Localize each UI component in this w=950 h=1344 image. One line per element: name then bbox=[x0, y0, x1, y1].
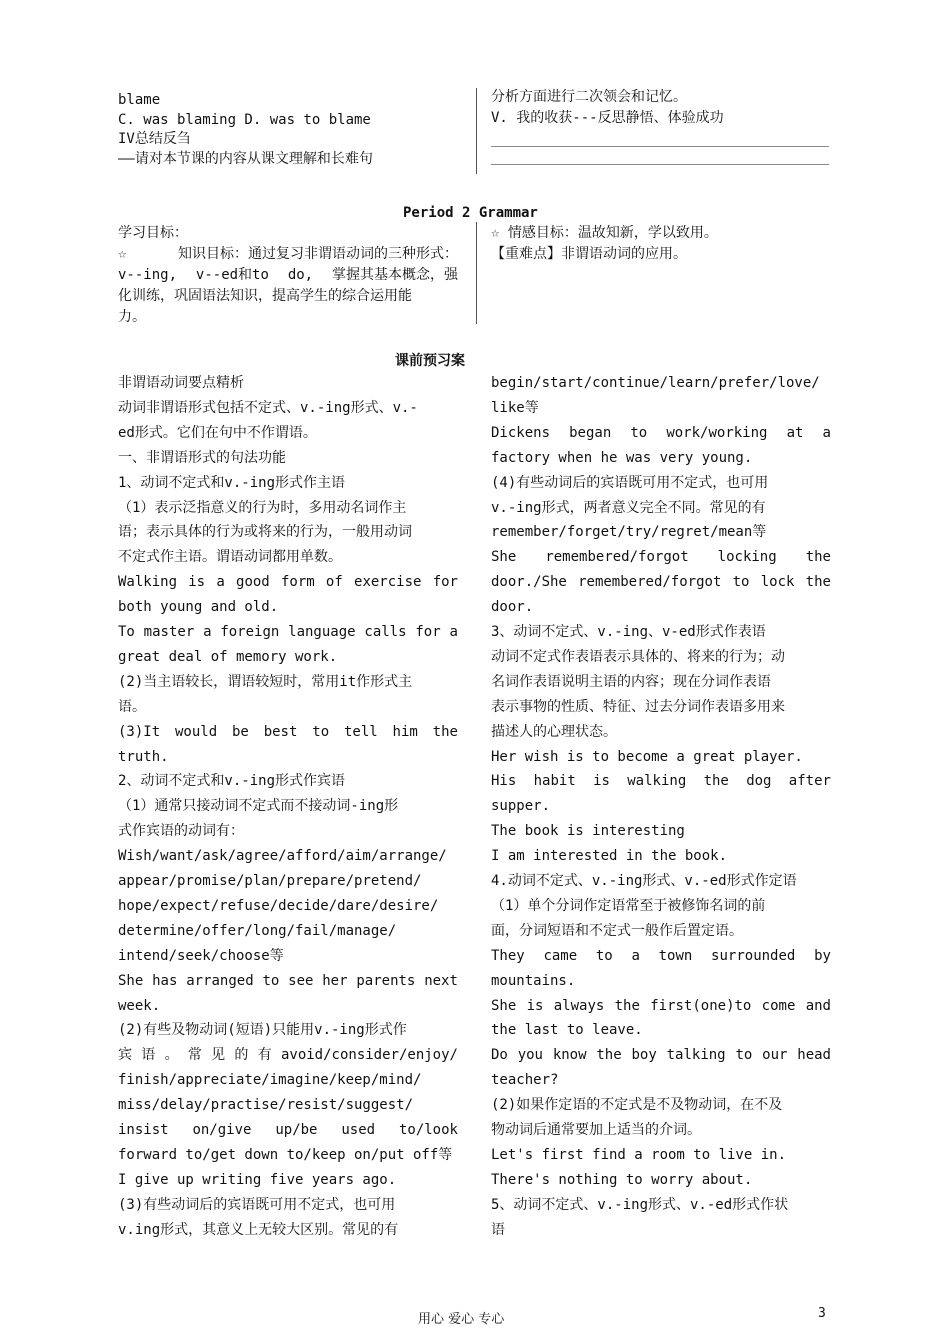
col-left-line: v.ing形式，其意义上无较大区别。常见的有 bbox=[118, 1221, 399, 1238]
goals-left-line: v--ing, v--ed和to do, 掌握其基本概念，强 bbox=[118, 267, 458, 283]
col-right-line: 5、动词不定式、v.-ing形式、v.-ed形式作状 bbox=[491, 1196, 789, 1213]
col-left-line: ed形式。它们在句中不作谓语。 bbox=[118, 424, 317, 441]
col-right-line: She is always the first(one)to come and bbox=[491, 997, 831, 1014]
col-left-line: 非谓语动词要点精析 bbox=[118, 375, 244, 391]
col-right-line: She remembered/forgot locking the bbox=[491, 549, 831, 566]
goals-left-line: 力。 bbox=[118, 309, 146, 325]
col-left-line: 语。 bbox=[118, 698, 146, 715]
col-right-line: the last to leave. bbox=[491, 1022, 643, 1039]
col-left-line: （1）表示泛指意义的行为时，多用动名词作主 bbox=[118, 499, 407, 516]
col-right-line: 3、动词不定式、v.-ing、v-ed形式作表语 bbox=[491, 624, 766, 640]
col-left-line: She has arranged to see her parents next bbox=[118, 972, 458, 989]
top-right-line: V. 我的收获---反思静悟、体验成功 bbox=[491, 110, 724, 126]
col-right-line: (4)有些动词后的宾语既可用不定式，也可用 bbox=[491, 474, 769, 491]
top-left-line: C. was blaming D. was to blame bbox=[118, 111, 371, 128]
col-left-line: Wish/want/ask/agree/afford/aim/arrange/ bbox=[118, 848, 447, 865]
page-footer: 用心 爱心 专心 bbox=[418, 1312, 505, 1327]
col-left-line: 2、动词不定式和v.-ing形式作宾语 bbox=[118, 773, 346, 790]
col-left-line: Walking is a good form of exercise for bbox=[118, 574, 458, 591]
col-left-line: week. bbox=[118, 997, 161, 1014]
col-left-line: (2)有些及物动词(短语)只能用v.-ing形式作 bbox=[118, 1022, 407, 1039]
col-left-line: great deal of memory work. bbox=[118, 648, 338, 665]
section-title: 课前预习案 bbox=[395, 353, 465, 369]
col-left-line: I give up writing five years ago. bbox=[118, 1171, 397, 1188]
col-right-line: (2)如果作定语的不定式是不及物动词，在不及 bbox=[491, 1097, 783, 1114]
col-left-line: To master a foreign language calls for a bbox=[118, 624, 458, 640]
col-left-line: (3)有些动词后的宾语既可用不定式，也可用 bbox=[118, 1196, 396, 1213]
top-left-line: ——请对本节课的内容从课文理解和长难句 bbox=[118, 150, 373, 167]
answer-line-1 bbox=[491, 146, 829, 147]
top-left-line: blame bbox=[118, 92, 161, 108]
col-left-line: intend/seek/choose等 bbox=[118, 947, 284, 964]
top-left-line: IV总结反刍 bbox=[118, 131, 191, 147]
col-right-line: 物动词后通常要加上适当的介词。 bbox=[491, 1122, 701, 1138]
top-right-line: 分析方面进行二次领会和记忆。 bbox=[491, 89, 687, 105]
col-left-line: truth. bbox=[118, 748, 169, 765]
page-number: 3 bbox=[818, 1306, 826, 1321]
col-right-line: The book is interesting bbox=[491, 823, 685, 840]
col-left-line: 不定式作主语。谓语动词都用单数。 bbox=[118, 549, 342, 566]
col-left-line: (3)It would be best to tell him the bbox=[118, 723, 458, 740]
col-right-line: 4.动词不定式、v.-ing形式、v.-ed形式作定语 bbox=[491, 873, 797, 889]
goals-left-line: ☆ 知识目标：通过复习非谓语动词的三种形式： bbox=[118, 246, 458, 262]
goals-left-line: 化训练，巩固语法知识，提高学生的综合运用能 bbox=[118, 288, 412, 304]
col-right-line: Her wish is to become a great player. bbox=[491, 748, 803, 765]
col-right-line: remember/forget/try/regret/mean等 bbox=[491, 524, 767, 541]
col-right-line: factory when he was very young. bbox=[491, 449, 753, 466]
col-left-line: miss/delay/practise/resist/suggest/ bbox=[118, 1097, 414, 1114]
col-right-line: Do you know the boy talking to our head bbox=[491, 1047, 831, 1064]
col-left-line: 动词非谓语形式包括不定式、v.-ing形式、v.- bbox=[118, 399, 418, 416]
col-right-line: supper. bbox=[491, 798, 551, 815]
col-right-line: His habit is walking the dog after bbox=[491, 773, 831, 790]
col-left-line: 宾 语 。 常 见 的 有 avoid/consider/enjoy/ bbox=[118, 1047, 458, 1064]
col-left-line: 式作宾语的动词有： bbox=[118, 823, 244, 840]
period-title: Period 2 Grammar bbox=[403, 205, 538, 221]
answer-line-2 bbox=[491, 164, 829, 165]
col-right-line: 表示事物的性质、特征、过去分词作表语多用来 bbox=[491, 698, 785, 715]
col-right-line: Let's first find a room to live in. bbox=[491, 1146, 787, 1163]
col-right-line: （1）单个分词作定语常至于被修饰名词的前 bbox=[491, 897, 766, 914]
col-left-line: 一、非谓语形式的句法功能 bbox=[118, 449, 286, 466]
col-right-line: 语 bbox=[491, 1221, 505, 1238]
col-left-line: 1、动词不定式和v.-ing形式作主语 bbox=[118, 474, 346, 491]
column-divider-top bbox=[476, 88, 477, 174]
col-right-line: 描述人的心理状态。 bbox=[491, 723, 617, 740]
column-divider-goals bbox=[476, 222, 477, 324]
col-right-line: v.-ing形式，两者意义完全不同。常见的有 bbox=[491, 499, 766, 516]
col-left-line: hope/expect/refuse/decide/dare/desire/ bbox=[118, 897, 439, 914]
col-right-line: begin/start/continue/learn/prefer/love/ bbox=[491, 375, 820, 391]
goals-right-line: ☆ 情感目标：温故知新，学以致用。 bbox=[491, 225, 718, 241]
col-left-line: appear/promise/plan/prepare/pretend/ bbox=[118, 873, 422, 889]
col-left-line: forward to/get down to/keep on/put off等 bbox=[118, 1146, 453, 1163]
col-right-line: I am interested in the book. bbox=[491, 848, 728, 865]
col-right-line: teacher? bbox=[491, 1072, 559, 1089]
col-left-line: finish/appreciate/imagine/keep/mind/ bbox=[118, 1072, 422, 1089]
col-right-line: door./She remembered/forgot to lock the bbox=[491, 574, 831, 591]
col-right-line: 面，分词短语和不定式一般作后置定语。 bbox=[491, 922, 743, 939]
col-right-line: Dickens began to work/working at a bbox=[491, 424, 831, 441]
goals-left-line: 学习目标： bbox=[118, 225, 188, 241]
col-right-line: They came to a town surrounded by bbox=[491, 947, 831, 964]
col-right-line: like等 bbox=[491, 399, 539, 416]
col-left-line: 语；表示具体的行为或将来的行为，一般用动词 bbox=[118, 524, 412, 541]
col-left-line: （1）通常只接动词不定式而不接动词-ing形 bbox=[118, 798, 399, 815]
col-right-line: There's nothing to worry about. bbox=[491, 1171, 753, 1188]
col-left-line: determine/offer/long/fail/manage/ bbox=[118, 922, 397, 939]
col-right-line: 名词作表语说明主语的内容；现在分词作表语 bbox=[491, 673, 771, 690]
col-left-line: insist on/give up/be used to/look bbox=[118, 1122, 458, 1138]
col-right-line: door. bbox=[491, 599, 534, 616]
col-left-line: both young and old. bbox=[118, 599, 279, 616]
col-left-line: (2)当主语较长，谓语较短时，常用it作形式主 bbox=[118, 673, 413, 690]
col-right-line: 动词不定式作表语表示具体的、将来的行为；动 bbox=[491, 648, 785, 665]
goals-right-line: 【重难点】非谓语动词的应用。 bbox=[491, 246, 687, 262]
col-right-line: mountains. bbox=[491, 972, 576, 989]
